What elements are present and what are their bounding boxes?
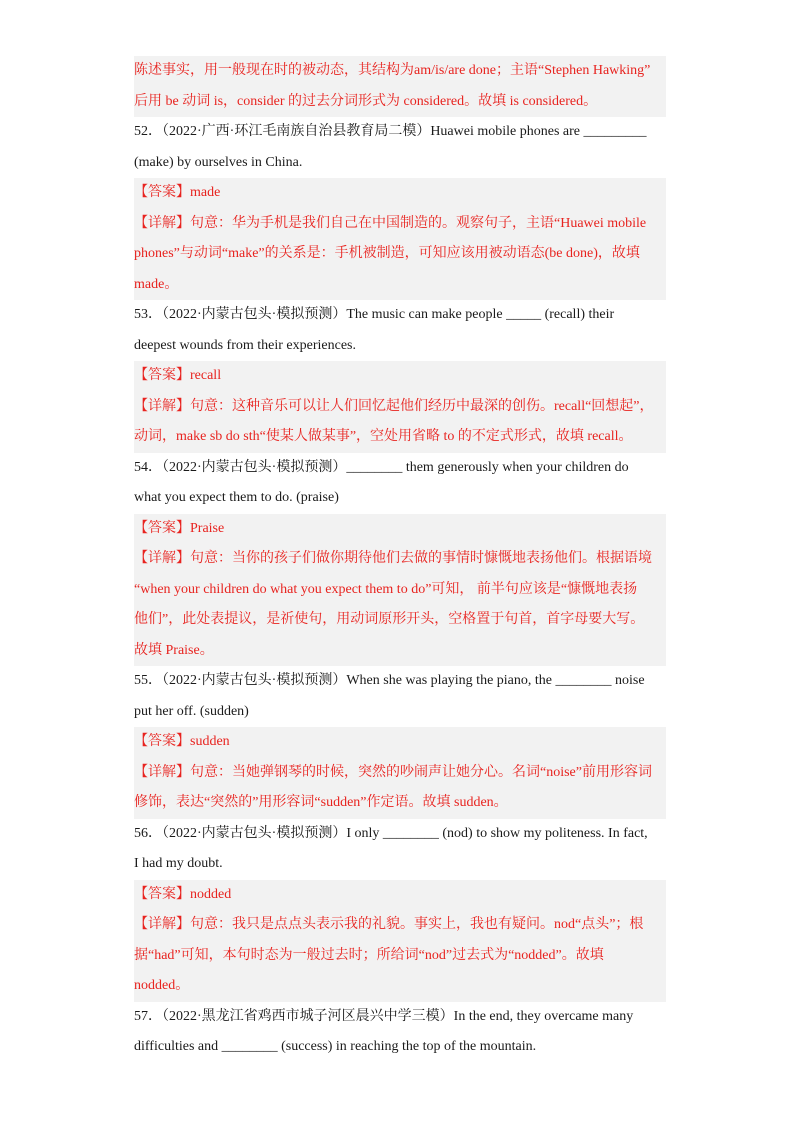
answer-line: 【答案】nodded [134, 880, 666, 911]
question-line: what you expect them to do. (praise) [134, 490, 339, 505]
answer-line: 【答案】recall [134, 361, 666, 392]
question-line: (make) by ourselves in China. [134, 154, 303, 170]
question-line: 55．（2022·内蒙古包头·模拟预测）When she was playing the piano, the ________ noise [134, 673, 645, 688]
question-line: 52．（2022·广西·环江毛南族自治县教育局二模）Huawei mobile phones are _________ [134, 124, 647, 139]
explanation-line: 陈述事实，用一般现在时的被动态，其结构为am/is/are done；主语“Stephen Hawking” [134, 56, 666, 87]
explanation-line: phones”与动词“make”的关系是：手机被制造，可知应该用被动语态(be done)，故填 [134, 239, 666, 270]
document-body [134, 56, 666, 1063]
question-line: 56．（2022·内蒙古包头·模拟预测）I only ________ (nod) to show my politeness. In fact, [134, 825, 648, 841]
answer-line: 【答案】made [134, 178, 666, 209]
question-line: I had my doubt. [134, 856, 223, 871]
answer-line: 【答案】sudden [134, 727, 666, 758]
question-line: deepest wounds from their experiences. [134, 337, 356, 353]
explanation-line: 他们”，此处表提议，是祈使句，用动词原形开头，空格置于句首，首字母要大写。 [134, 605, 666, 636]
explanation-line: 故填 Praise。 [134, 636, 666, 667]
explanation-line: 后用 be 动词 is，consider 的过去分词形式为 considered。故填 is considered。 [134, 87, 666, 118]
question-line: 54．（2022·内蒙古包头·模拟预测）________ them generously when your children do [134, 459, 629, 475]
answer-line: 【答案】Praise [134, 514, 666, 545]
explanation-line: 【详解】句意：当她弹钢琴的时候，突然的吵闹声让她分心。名词“noise”前用形容词 [134, 758, 666, 789]
question-line: 53．（2022·内蒙古包头·模拟预测）The music can make people _____ (recall) their [134, 307, 615, 322]
explanation-line: “when your children do what you expect them to do”可知， 前半句应该是“慷慨地表扬 [134, 575, 666, 606]
question-line: difficulties and ________ (success) in reaching the top of the mountain. [134, 1039, 537, 1054]
explanation-line: 动词，make sb do sth“使某人做某事”，空处用省略 to 的不定式形式，故填 recall。 [134, 422, 666, 453]
question-line: 57．（2022·黑龙江省鸡西市城子河区晨兴中学三模）In the end, they overcame many [134, 1008, 634, 1024]
explanation-line: 据“had”可知，本句时态为一般过去时；所给词“nod”过去式为“nodded”。故填 [134, 941, 666, 972]
explanation-line: 【详解】句意：华为手机是我们自己在中国制造的。观察句子，主语“Huawei mobile [134, 209, 666, 240]
question-line: put her off. (sudden) [134, 703, 249, 719]
explanation-line: 【详解】句意：当你的孩子们做你期待他们去做的事情时慷慨地表扬他们。根据语境 [134, 544, 666, 575]
explanation-line: nodded。 [134, 971, 666, 1002]
explanation-line: 修饰，表达“突然的”用形容词“sudden”作定语。故填 sudden。 [134, 788, 666, 819]
explanation-line: 【详解】句意：我只是点点头表示我的礼貌。事实上，我也有疑问。nod“点头”；根 [134, 910, 666, 941]
explanation-line: made。 [134, 270, 666, 301]
explanation-line: 【详解】句意：这种音乐可以让人们回忆起他们经历中最深的创伤。recall“回想起”， [134, 392, 666, 423]
